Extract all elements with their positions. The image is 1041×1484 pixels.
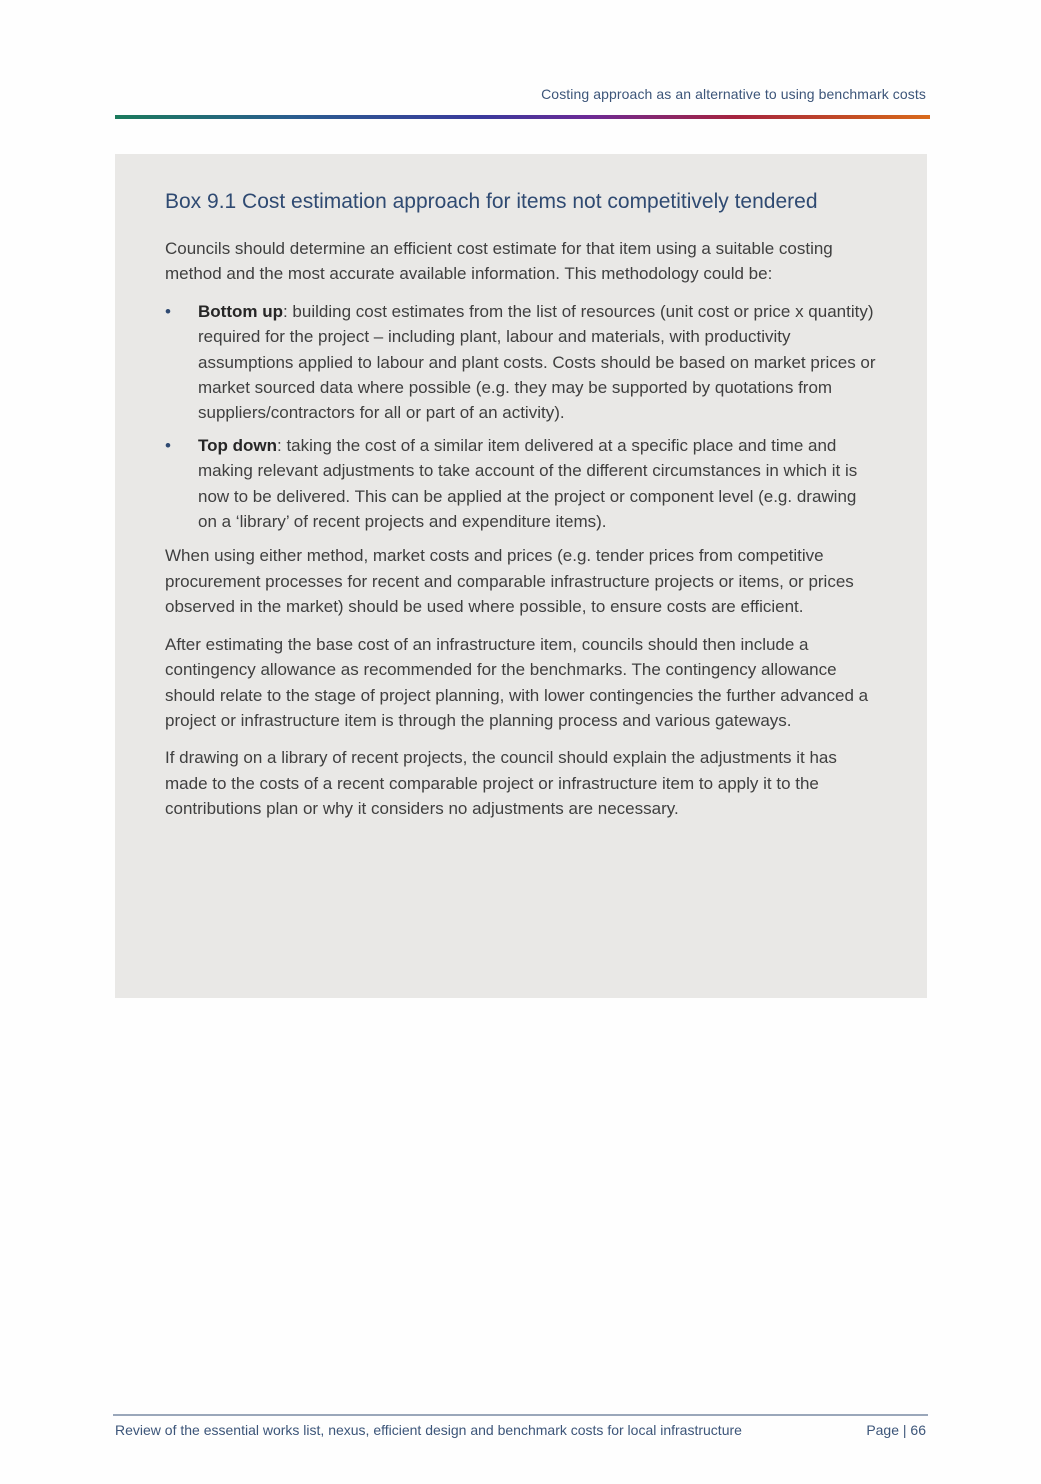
bullet-icon: • (165, 301, 171, 321)
bullet-term: Bottom up (198, 301, 283, 321)
box-title: Box 9.1 Cost estimation approach for items not competitively tendered (165, 190, 818, 213)
footer-page-number: Page | 66 (866, 1422, 926, 1438)
paragraph-market-costs: When using either method, market costs and prices (e.g. tender prices from competitive procurement processes for recent and comparable infrastructure projects or items, or prices observed in the market) should be used where possible, to ensure costs are efficient. (165, 546, 854, 617)
header-gradient-rule (115, 115, 930, 119)
bullet-icon: • (165, 435, 171, 455)
box-intro-paragraph: Councils should determine an efficient cost estimate for that item using a suitable costing method and the most accurate available information. This methodology could be: (165, 239, 833, 284)
bullet-text: : building cost estimates from the list of resources (unit cost or price x quantity) required for the project – including plant, labour and materials, with productivity assumptions applied to labour and plant costs. Costs should be based on market prices or market sourced data where possible (e.g. they may be supported by quotations from suppliers/contractors for all or part of an activity). (198, 301, 876, 423)
bullet-term: Top down (198, 435, 277, 455)
running-header: Costing approach as an alternative to using benchmark costs (541, 86, 926, 102)
paragraph-contingency: After estimating the base cost of an infrastructure item, councils should then include a contingency allowance as recommended for the benchmarks. The contingency allowance should relate to the stage of project planning, with lower contingencies the further advanced a project or infrastructure item is through the planning process and various gateways. (165, 634, 869, 730)
footer-rule (113, 1414, 928, 1416)
method-list (165, 299, 877, 535)
bullet-text: : taking the cost of a similar item delivered at a specific place and time and making relevant adjustments to take account of the different circumstances in which it is now to be delivered. This can be applied at the project or component level (e.g. drawing on a ‘library’ of recent projects and expenditure items). (198, 435, 858, 532)
box-9-1 (115, 154, 927, 998)
list-item-top-down (165, 433, 877, 535)
paragraph-library-adjustments: If drawing on a library of recent projects, the council should explain the adjustments it has made to the costs of a recent comparable project or infrastructure item to apply it to the contributions plan or why it considers no adjustments are necessary. (165, 748, 837, 819)
list-item-bottom-up (165, 299, 877, 426)
footer-document-title: Review of the essential works list, nexus, efficient design and benchmark costs for local infrastructure (115, 1422, 742, 1438)
